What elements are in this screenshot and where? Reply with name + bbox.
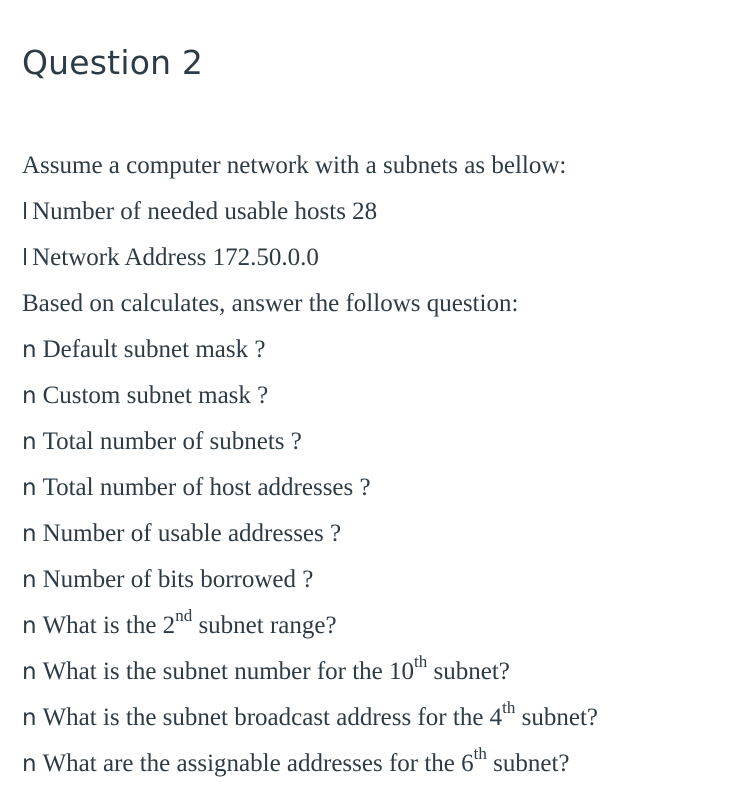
question-item-text: subnet? (486, 750, 570, 777)
ordinal-suffix: th (414, 651, 428, 671)
question-intro: Assume a computer network with a subnets as bellow: (22, 152, 567, 179)
question-item (22, 741, 722, 787)
given-item (22, 235, 722, 281)
question-item-text: What are the assignable addresses for the 6 (42, 750, 474, 777)
question-item (22, 603, 722, 649)
bullet-marker: n (22, 521, 37, 547)
question-item (22, 419, 722, 465)
question-item-text: What is the 2 (42, 612, 176, 639)
question-item-text: Total number of subnets ? (42, 428, 302, 455)
question-item-text: What is the subnet number for the 10 (42, 658, 415, 685)
given-item-text: Number of needed usable hosts 28 (32, 198, 378, 225)
bullet-marker: n (22, 383, 37, 409)
bullet-marker: n (22, 705, 37, 731)
question-item-text: What is the subnet broadcast address for the 4 (42, 704, 503, 731)
question-item-text: subnet? (515, 704, 599, 731)
question-prompt: Based on calculates, answer the follows question: (22, 290, 519, 317)
ordinal-suffix: th (473, 743, 487, 763)
question-item-text: Number of usable addresses ? (42, 520, 342, 547)
ordinal-suffix: nd (175, 605, 193, 625)
question-body (22, 143, 722, 787)
bullet-marker: n (22, 337, 37, 363)
question-item (22, 557, 722, 603)
question-item (22, 373, 722, 419)
bullet-marker: n (22, 475, 37, 501)
bullet-marker: n (22, 429, 37, 455)
question-item-text: subnet? (427, 658, 510, 685)
question-item (22, 327, 722, 373)
bullet-marker: l (22, 246, 29, 271)
question-item (22, 511, 722, 557)
bullet-marker: n (22, 567, 37, 593)
question-title: Question 2 (22, 43, 204, 82)
bullet-marker: n (22, 751, 37, 777)
bullet-marker: n (22, 613, 37, 639)
bullet-marker: n (22, 659, 37, 685)
question-item-text: Default subnet mask ? (42, 336, 266, 363)
given-item (22, 189, 722, 235)
bullet-marker: l (22, 200, 29, 225)
question-item-text: Number of bits borrowed ? (42, 566, 314, 593)
given-item-text: Network Address 172.50.0.0 (32, 244, 319, 271)
question-item (22, 695, 722, 741)
question-item-text: Custom subnet mask ? (42, 382, 269, 409)
question-item-text: subnet range? (192, 612, 337, 639)
question-item-text: Total number of host addresses ? (42, 474, 371, 501)
question-item (22, 649, 722, 695)
question-item (22, 465, 722, 511)
ordinal-suffix: th (502, 697, 516, 717)
